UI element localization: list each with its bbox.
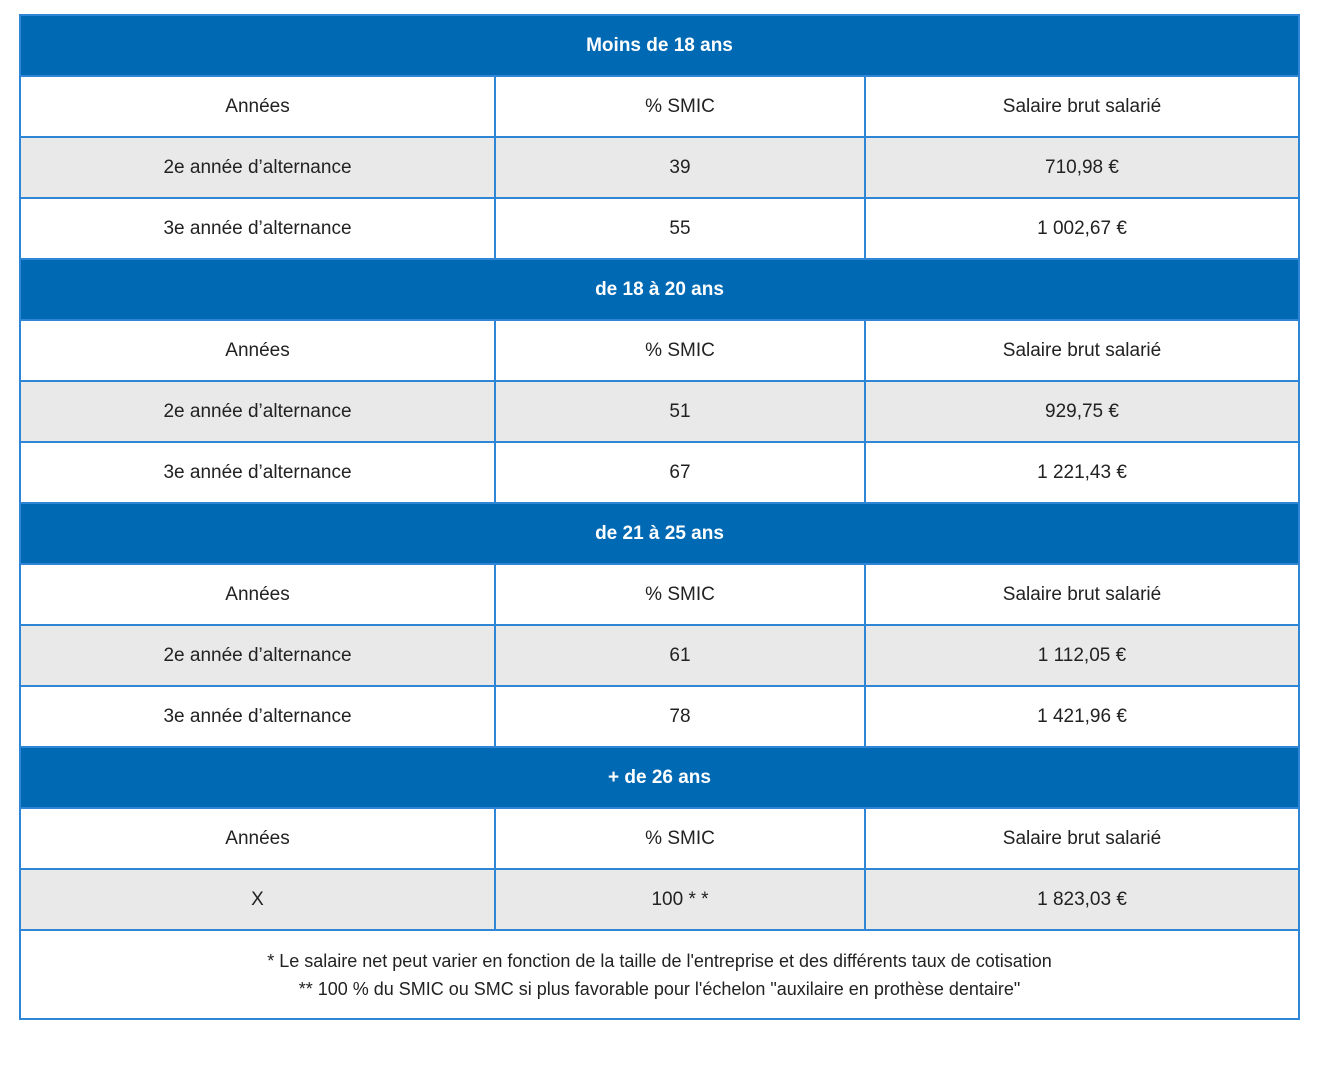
table-row [20, 381, 1299, 442]
column-header-salary: Salaire brut salarié [865, 808, 1299, 869]
table-row [20, 625, 1299, 686]
cell-smic: 39 [495, 137, 865, 198]
table-row [20, 442, 1299, 503]
column-header-row [20, 808, 1299, 869]
cell-smic: 100 * * [495, 869, 865, 930]
section-header-26-plus [20, 747, 1299, 808]
section-title: de 21 à 25 ans [20, 503, 1299, 564]
cell-year: 3e année d’alternance [20, 198, 495, 259]
cell-smic: 55 [495, 198, 865, 259]
section-title: Moins de 18 ans [20, 15, 1299, 76]
cell-smic: 67 [495, 442, 865, 503]
cell-smic: 78 [495, 686, 865, 747]
table-row [20, 869, 1299, 930]
column-header-row [20, 76, 1299, 137]
footnote-net-salary: * Le salaire net peut varier en fonction de la taille de l'entreprise et des différents taux de cotisation [267, 950, 1052, 971]
section-title: de 18 à 20 ans [20, 259, 1299, 320]
cell-salary: 1 421,96 € [865, 686, 1299, 747]
table-row [20, 198, 1299, 259]
salary-table [19, 14, 1300, 1020]
cell-year: X [20, 869, 495, 930]
cell-year: 2e année d’alternance [20, 381, 495, 442]
column-header-smic: % SMIC [495, 564, 865, 625]
column-header-salary: Salaire brut salarié [865, 76, 1299, 137]
section-header-18-20 [20, 259, 1299, 320]
column-header-years: Années [20, 564, 495, 625]
cell-salary: 1 002,67 € [865, 198, 1299, 259]
column-header-salary: Salaire brut salarié [865, 564, 1299, 625]
cell-salary: 929,75 € [865, 381, 1299, 442]
cell-year: 3e année d’alternance [20, 442, 495, 503]
cell-year: 2e année d’alternance [20, 137, 495, 198]
footnotes-row [20, 930, 1299, 1019]
column-header-years: Années [20, 320, 495, 381]
cell-salary: 710,98 € [865, 137, 1299, 198]
cell-salary: 1 112,05 € [865, 625, 1299, 686]
footnotes [20, 930, 1299, 1019]
cell-year: 3e année d’alternance [20, 686, 495, 747]
column-header-row [20, 320, 1299, 381]
section-header-under-18 [20, 15, 1299, 76]
column-header-smic: % SMIC [495, 76, 865, 137]
cell-salary: 1 221,43 € [865, 442, 1299, 503]
table-row [20, 686, 1299, 747]
cell-salary: 1 823,03 € [865, 869, 1299, 930]
column-header-row [20, 564, 1299, 625]
column-header-years: Années [20, 76, 495, 137]
cell-smic: 61 [495, 625, 865, 686]
column-header-years: Années [20, 808, 495, 869]
section-header-21-25 [20, 503, 1299, 564]
column-header-salary: Salaire brut salarié [865, 320, 1299, 381]
cell-year: 2e année d’alternance [20, 625, 495, 686]
cell-smic: 51 [495, 381, 865, 442]
footnote-smic: ** 100 % du SMIC ou SMC si plus favorable pour l'échelon "auxilaire en prothèse dentaire" [298, 978, 1021, 999]
column-header-smic: % SMIC [495, 320, 865, 381]
table-row [20, 137, 1299, 198]
column-header-smic: % SMIC [495, 808, 865, 869]
section-title: + de 26 ans [20, 747, 1299, 808]
salary-table-container [19, 14, 1298, 1020]
